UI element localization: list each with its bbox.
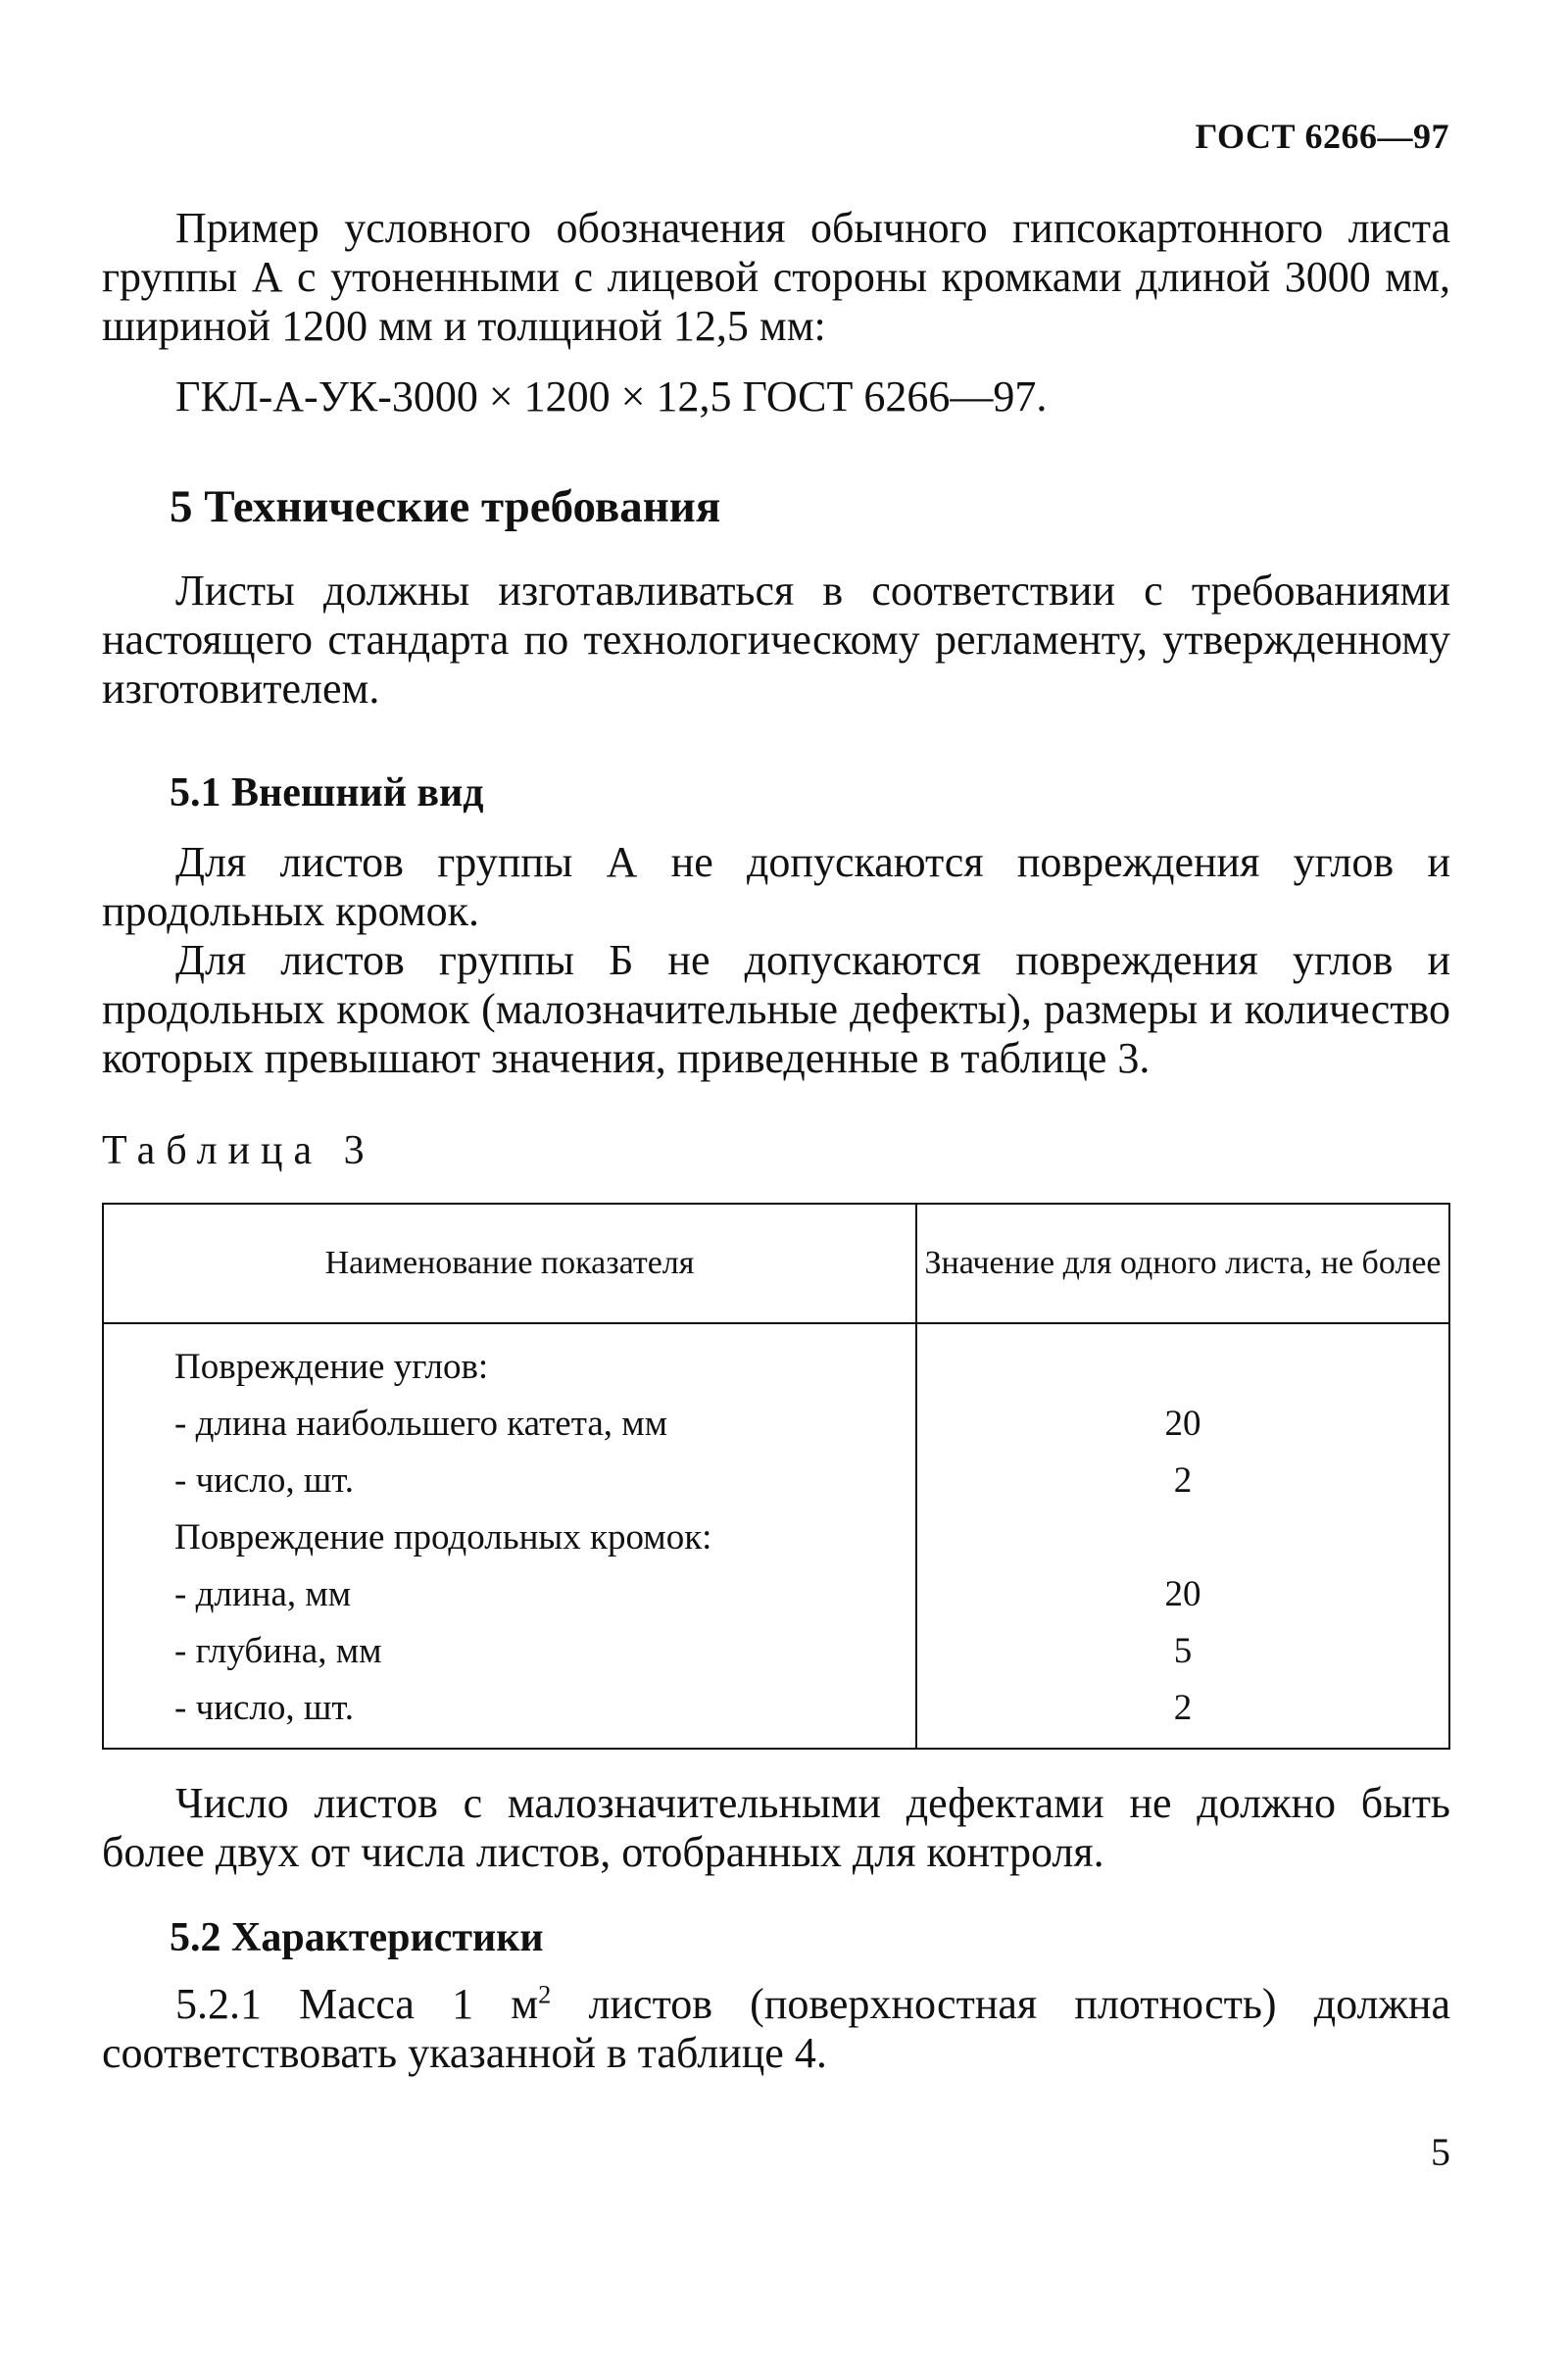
row-value: 2 [916,1452,1449,1508]
row-name: Повреждение углов: [103,1323,916,1395]
row-name: - длина наибольшего катета, мм [103,1395,916,1452]
section-5-paragraph: Листы должны изготавливаться в соответствии с требованиями настоящего стандарта по технологическому регламенту, утвержденному изготовителем. [102,567,1450,713]
row-value [916,1323,1449,1395]
group-b-paragraph: Для листов группы Б не допускаются повреждения углов и продольных кромок (малозначительные дефекты), размеры и количество которых превышают значения, приведенные в таблице 3. [102,936,1450,1082]
group-a-paragraph: Для листов группы А не допускаются повреждения углов и продольных кромок. [102,838,1450,935]
row-value: 2 [916,1679,1449,1749]
designation-example: ГКЛ-А-УК-3000 × 1200 × 12,5 ГОСТ 6266—97. [175,372,1048,420]
table-row [103,1323,1449,1395]
superscript-2: 2 [538,1979,552,2009]
row-value [916,1508,1449,1565]
section-5-1-heading: 5.1 Внешний вид [170,770,484,816]
table-row [103,1508,1449,1565]
table-row [103,1452,1449,1508]
mass-text-suffix: листов (поверхностная плотность) должна соответствовать указанной в таблице 4. [102,1980,1450,2077]
row-name: - глубина, мм [103,1622,916,1679]
table-row [103,1565,1449,1622]
column-header-value: Значение для одного листа, не более [916,1204,1449,1323]
table-row [103,1395,1449,1452]
mass-paragraph [102,1980,1450,2078]
section-5-2-heading: 5.2 Характеристики [170,1915,544,1960]
column-header-name: Наименование показателя [103,1204,916,1323]
table-row [103,1622,1449,1679]
mass-text-prefix: 5.2.1 Масса 1 м [175,1980,539,2028]
section-5-heading: 5 Технические требования [170,481,721,532]
row-value: 20 [916,1395,1449,1452]
table-header-row [103,1204,1449,1323]
row-name: - число, шт. [103,1452,916,1508]
table-3-caption: Таблица 3 [102,1128,375,1173]
row-value: 5 [916,1622,1449,1679]
row-name: Повреждение продольных кромок: [103,1508,916,1565]
row-name: - длина, мм [103,1565,916,1622]
designation-example-paragraph: Пример условного обозначения обычного гипсокартонного листа группы А с утоненными с лицевой стороны кромками длиной 3000 мм, шириной 1200 мм и толщиной 12,5 мм: [102,204,1450,350]
table-row [103,1679,1449,1749]
table-3 [102,1203,1450,1750]
row-name: - число, шт. [103,1679,916,1749]
page-number: 5 [1431,2130,1450,2174]
document-header-code: ГОСТ 6266—97 [1195,117,1449,156]
defects-count-paragraph: Число листов с малозначительными дефектами не должно быть более двух от числа листов, отобранных для контроля. [102,1779,1450,1876]
row-value: 20 [916,1565,1449,1622]
